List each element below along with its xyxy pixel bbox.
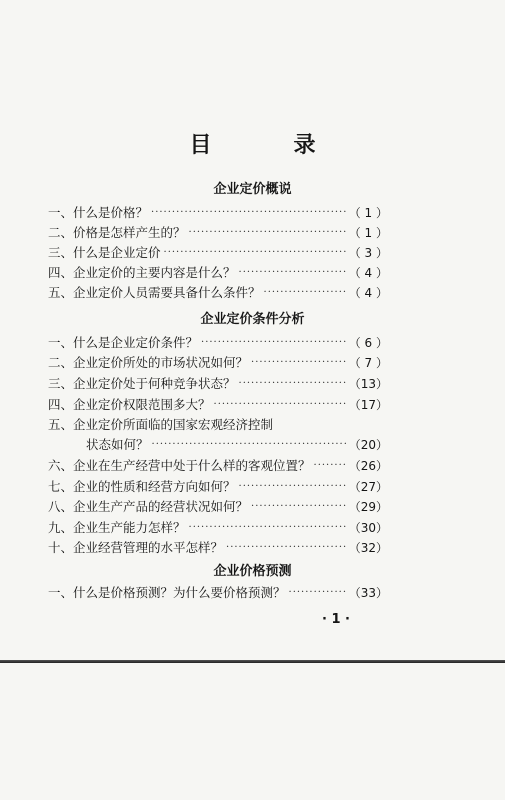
dot-leader bbox=[239, 481, 346, 492]
toc-entry-page: （30） bbox=[348, 520, 388, 535]
dot-leader bbox=[214, 399, 346, 410]
toc-entry-page: （20） bbox=[348, 437, 388, 452]
toc-entry[interactable] bbox=[48, 222, 388, 242]
toc-entry-label: 一、什么是价格预测？为什么要价格预测？ bbox=[48, 585, 286, 600]
toc-entry-page: （33） bbox=[348, 585, 388, 600]
toc-entry-label: 一、什么是企业定价条件？ bbox=[48, 335, 199, 350]
toc-entry-label: 三、什么是企业定价 bbox=[48, 245, 161, 260]
toc-entry-label: 八、企业生产产品的经营状况如何？ bbox=[48, 499, 249, 514]
toc-entry-label: 九、企业生产能力怎样？ bbox=[48, 520, 186, 535]
toc-entry[interactable] bbox=[48, 517, 388, 537]
dot-leader bbox=[201, 337, 346, 348]
toc-entry[interactable] bbox=[48, 476, 388, 496]
toc-entry[interactable] bbox=[48, 262, 388, 282]
toc-entry[interactable] bbox=[48, 455, 388, 475]
toc-entry-page: （27） bbox=[348, 479, 388, 494]
section-heading-price-forecast: 企业价格预测 bbox=[213, 564, 292, 579]
section-heading-pricing-conditions: 企业定价条件分析 bbox=[200, 312, 305, 327]
toc-entry-continuation[interactable] bbox=[86, 434, 388, 454]
toc-entry[interactable] bbox=[48, 394, 388, 414]
toc-entry-label: 一、什么是价格？ bbox=[48, 205, 149, 220]
toc-entry-label: 五、企业定价人员需要具备什么条件？ bbox=[48, 285, 261, 300]
toc-entry[interactable] bbox=[48, 202, 388, 222]
dot-leader bbox=[151, 207, 346, 218]
toc-entry-page: （26） bbox=[348, 458, 388, 473]
toc-entry[interactable] bbox=[48, 373, 388, 393]
dot-leader bbox=[189, 522, 346, 533]
toc-entry[interactable] bbox=[48, 414, 388, 434]
toc-entry-label: 六、企业在生产经营中处于什么样的客观位置？ bbox=[48, 458, 311, 473]
dot-leader bbox=[289, 587, 346, 598]
toc-entry-page: （32） bbox=[348, 540, 388, 555]
dot-leader bbox=[164, 247, 346, 258]
dot-leader bbox=[264, 287, 346, 298]
toc-entry-label: 二、价格是怎样产生的？ bbox=[48, 225, 186, 240]
toc-entry[interactable] bbox=[48, 582, 388, 602]
toc-entry-label: 十、企业经营管理的水平怎样？ bbox=[48, 540, 224, 555]
toc-entry-label: 三、企业定价处于何种竞争状态？ bbox=[48, 376, 236, 391]
toc-entry-label: 四、企业定价的主要内容是什么？ bbox=[48, 265, 236, 280]
toc-entry-page: （ 1 ） bbox=[348, 225, 388, 240]
toc-entry[interactable] bbox=[48, 332, 388, 352]
toc-entry[interactable] bbox=[48, 496, 388, 516]
toc-entry-label: 四、企业定价权限范围多大？ bbox=[48, 397, 211, 412]
toc-entry[interactable] bbox=[48, 352, 388, 372]
dot-leader bbox=[251, 501, 346, 512]
section-heading-pricing-overview: 企业定价概说 bbox=[213, 182, 292, 197]
toc-entry[interactable] bbox=[48, 282, 388, 302]
toc-entry[interactable] bbox=[48, 537, 388, 557]
toc-entry-page: （29） bbox=[348, 499, 388, 514]
dot-leader bbox=[239, 378, 346, 389]
page-title: 目 录 bbox=[189, 132, 346, 158]
toc-entry-label: 五、企业定价所面临的国家宏观经济控制 bbox=[48, 417, 274, 432]
page-number: · 1 · bbox=[322, 612, 350, 627]
toc-entry-label: 七、企业的性质和经营方向如何？ bbox=[48, 479, 236, 494]
dot-leader bbox=[251, 357, 346, 368]
toc-entry-page: （ 6 ） bbox=[348, 335, 388, 350]
toc-entry-label: 状态如何？ bbox=[86, 437, 149, 452]
dot-leader bbox=[314, 460, 346, 471]
toc-entry-page: （ 4 ） bbox=[348, 265, 388, 280]
dot-leader bbox=[226, 542, 346, 553]
toc-entry-page: （ 3 ） bbox=[348, 245, 388, 260]
toc-entry-page: （ 7 ） bbox=[348, 355, 388, 370]
toc-entry[interactable] bbox=[48, 242, 388, 262]
page-edge-rule bbox=[0, 660, 505, 663]
toc-entry-label: 二、企业定价所处的市场状况如何？ bbox=[48, 355, 249, 370]
toc-entry-page: （ 4 ） bbox=[348, 285, 388, 300]
toc-entry-page: （17） bbox=[348, 397, 388, 412]
dot-leader bbox=[189, 227, 346, 238]
toc-entry-page: （ 1 ） bbox=[348, 205, 388, 220]
dot-leader bbox=[152, 439, 346, 450]
dot-leader bbox=[239, 267, 346, 278]
toc-entry-page: （13） bbox=[348, 376, 388, 391]
